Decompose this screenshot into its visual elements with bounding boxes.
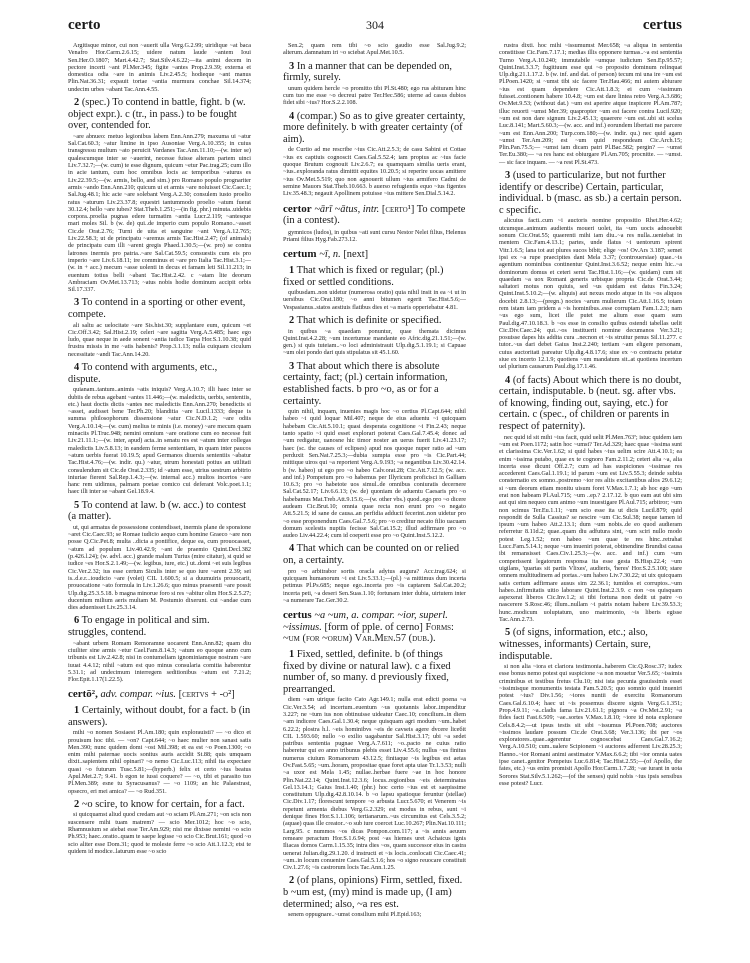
entry-head-certo2 [68, 689, 251, 701]
grammar-info: ~a ~um, a. compar. ~ior, superl. ~issimus. [283, 610, 448, 633]
sense-number: 3 [74, 297, 80, 309]
sense-number: 4 [289, 110, 295, 122]
sense-definition: (of signs, information, etc.; also, witnesses, informants) Certain, sure, indisputable. [499, 627, 651, 662]
sense-number: 5 [505, 627, 511, 639]
citations: mihi ~o nomen Sosiaest Pl.Am.180; quin explorauisti? — ~o dico et prouisum hoc tibi. — ~on? Capt.644; ~o haec mulier non sanast satis Men.390; nunc quidem domi ~ost Mil.398; et ea est ~o Poen.1300; ~o enim mihi paternae uocis sonitus auris accidit St.88; quis umquam dixit..sapientem nihil opinari? ~o nemo Cic.Luc.113; nihil ita expectare quasi ~o futurum Tusc.5.81;—(hyperb.) felix et certo ~ius beatus Apul.Met.2.7; 9.41. b egon te iussi coquere? — ~o, tibi et parasito tuo Pl.Men.389; esne tu Syracusanus? — ~o 1109; an hic Palaestrast, opsecro, eri mei amica? — ~o Rud.351. [68, 729, 251, 795]
lemma: certus [283, 609, 312, 622]
sense-heading [283, 315, 466, 327]
right-running-headword: certus [642, 17, 682, 33]
column-3 [499, 42, 682, 787]
sense-definition: To contend with arguments, etc., dispute. [68, 362, 218, 385]
page-header [0, 0, 750, 40]
citations: quin nihil, inquam, inuenies magis hoc ~o certius Pl.Capt.644; nihil habeo ~i quid loquar Mil.407; neque de eius aduentu ~i quicquam habebam Cic.Att.5.10.1; quasi desperata cognitione ~i Fin.2.43; neque tanto spatio ~i quid esset explorari poterat Caes.Gal.7.45.4; donec ad ~um redigatur, uanosne hic timor noster an uerus fuerit Liv.41.23.17; haec (sc. the causes of eclipses) apud nos quoque nuper ratio ad ~um perduxit Sen.Nat.7.25.3;—dubia sumpta esse pro ~is Cic.Part.44; mittique uiros qui ~a reportent Verg.A.9.193; ~a negantibus Liv.30.42.14. b (w. habeo) ut ego pro ~o habeo Calv.orat.28; Cic.Att.7.12.5; (w. acc. and inf.) Pompeium pro ~o habemus per Illyricum proficisci in Galliam 10.6.3; pro ~o habetote uos simul..de omnibus coniuratis decernere Sal.Cat.52.17; Liv.6.6.13; (w. de) quoniam de aduentu Caesaris pro ~o habebamus Mat.Treb.Att.9.15.6;—(w. other vbs.) quod..ego pro ~o dicere audeam Cic.Brut.10; omnia quae recta non erunt pro ~o negato Att.5.21.5; id sane de causa..an perfidia adducti fecerint..non uidetur pro ~o esse proponendum Caes.Gal.7.5.6; pro ~o creditur necato filio uacuam domum scelestis nuptiis fecisse Sal.Cat.15.2; illud adfirmare pro ~o audeo Liv.44.22.4; cum id coeperit esse pro ~o Quint.Inst.5.12.2. [283, 408, 466, 540]
grammar-info: adv. compar. ~ius. [100, 689, 177, 701]
etymology: [form of pple. of cerno] [324, 621, 423, 633]
citations: pro ~o arbitrabor sortis oracla adytus augura? Acc.trag.624; si quicquam humanorum ~i est Liv.5.33.1;—(pl.) ~a mittimus dum incerta petimus Pl.Ps.685; neque ego..incerta pro ~is captarem Sal.Cat.20.2; incerta peti, ~a deseri Sen.Suas.1.10; fortunam inter dubia, uirtutem inter ~a numerare Tac.Ger.30.2. [283, 567, 466, 604]
sense-heading [68, 799, 251, 811]
left-running-headword: certo [68, 17, 101, 33]
sense-definition: That which is fixed or regular; (pl.) fixed or settled conditions. [283, 264, 444, 288]
citations: si non alia ~iora et clariora testimonia..haberem Cic.Q.Rosc.37; iudex esse bonus nemo potest qui suspicione ~a non mouetur Ver.5.65; ~issimis criminibus et testibus fretus Clu.10; nisi ista pecunia grauissimis esset ~issimisque monumentis testata Fam.5.20.5; quo somnio quid inueniri potest ~ius? Div.1.56; ~iores nuntii de exercitu Romanorum Caes.Gal.6.10.4; haec ut ~is possemus discere signis Verg.G.1.351; Prop.4.9.11; ~a..cladis fama Liv.21.61.1; pignora ~a Ov.Met.2.91; ~a fides facti Fast.6.509; ~ae..sortes V.Max.1.8.10; ~iore id nota explorare Cels.8.4.2;—ut ipsus testis sit sibi ~issumus Pl.Poen.708; auctores ~issimos laudare possum Cic.de Orat.3.68; Ver.3.136; ibi per ~os exploratores..quae..agerentur cognoscebat Caes.Gal.7.16.2; Verg.A.10.510; cum..ualere Scipionem ~i auctores adferrent Liv.28.25.3; Hanno..~ior Romani animi aestimator V.Max.6.6.2; tibi ~ior omnia uates ipse canet..genitor Pompeius Luc.6.814; Tac.Hist.2.55;—(of Apollo, the fates, etc.) ~us enim promisit Apollo Hor.Carm.1.7.28; ~ae iurant in uota Sorores Stat.Silv.5.1.262;—(of the senses) quid nobis ~ius ipsis sensibus esse potest? Lucr. [499, 663, 682, 787]
sense-heading [283, 265, 466, 288]
sense-definition: (compar.) So as to give greater certainty, more definitely. b with greater certainty (of aim). [283, 110, 466, 145]
sense-definition: To engage in political and sim. struggles, contend. [68, 615, 210, 639]
sense-definition: That which can be counted on or relied on, a certainty. [283, 543, 460, 567]
sense-heading [283, 61, 466, 84]
sense-definition: That about which there is absolute certainty, fact; (pl.) certain information, established facts. b pro ~o, as or for a certainty. [283, 360, 448, 407]
forms: Forms: ~um (for ~orum) Var.Men.57 (dub.). [283, 621, 454, 645]
citations: ~abant urbem Romam Remoramne uocarent Enn.Ann.82; quam diu ciuiliter sine armis ~etur Cael.Fam.8.14.3; ~atum eo quoque anno cum tribunis est Liv.2.42.8; nisi in contumeliam ignominiamque nostram ~are iuuat 4.4.12; nihil ~atum est quo minus consularia comitia haberentur 5.31.1; ad undecimum interregem seditionibus ~atum est 7.21.2; Flor.Epit.1.17(1.22.5). [68, 639, 251, 684]
sense-heading [68, 500, 251, 523]
citations: nec quid id sit mihi ~ius facit, quid uelit Pl.Men.763ª; istuc quidem iam ~um est Poen.1172; satin hoc ~umst? Ter.Ad.329; haec quae ~issima sunt et clarissima Cic.Ver.1.62; si quid habes ~ius uelim scire Att.4.10.1; ea enim ~issima putabo, quae ex te cognoro Fam.2.11.2; ceteri alia ~a, alia incerta esse dicunt Off.2.7; cum ad has suspiciones ~issimae res accederent Caes.Gal.1.19.1; id parum ~um est Liv.5.55.3; deinde subita consternatio ex somno..postremo ~ior res aliis excitantibus alios 29.6.12; si ~um deorum etiam monitu uisum foret V.Max.1.7.1; ab hoc ego ~um erat non habeam Pl.Aul.715; ~um ..ep.? 2.17.12. b quo eam aut ubi sim aut qui sim nequeo cum animo ~um inuestigare Pl.Aul.715; arbitror; ~um non scimus Ter.Eu.1.11; ~um scio esse ita ut dicis Lucil.879; quid respondit de Sulla Cassius? se nescire ~um Cic.Sul.38; neque tamen id ipsum ~um habeo Att.2.13.1; dum ~um nobis..de eo quod audieram referretur 8.11d.2; quae..quam diu adfutura sint, ~um sciri nullo modo potest Leg.1.52; non habeo ~um quae te res hinc..retrahat Lucc.Fam.5.14.1; neque ~um inueniri poterat, obtinendine Brundisi causa ibi remansisset Caes.Civ.1.25.3;—(w. acc. and inf.) cum ~um comperissent legatorum responsa ita esse gesta B.Hisp.22.4; ~um uigilans, 'quartas sit partis Vlixes', audieris, 'heres' Hor.S.2.5.100; stare omnem multitudinem ad portas..~um habeo Liv.7.30.22; ut uix quicquam satis certum adfirmare ausus sim 22.36.1; tumidos et corruptos..~um habeo..infirmitatis uitio laborare Quint.Inst.2.3.9. c non ~os quisquam aspexerat liberos Cic.Inv.1.2; si tibi fortuna non dedit ut patre ~o nascerere S.Rosc.46; illum..nullam ~i patris notam habere Liv.39.53.3; hunc..modicum uoluptatum, uno matrimonio, ~is liberis egisse Tac.Ann.2.73. [499, 433, 682, 624]
sense-definition: That which is definite or specified. [296, 314, 442, 326]
sense-definition: ~o scire, to know for certain, for a fact. [81, 798, 245, 810]
sense-number: 3 [289, 360, 295, 372]
sense-definition: To contend at law. b (w. acc.) to contest (a matter). [68, 499, 247, 523]
sense-heading [499, 170, 682, 216]
sense-definition: (spec.) To contend in battle, fight. b (w. object expr.). c (tr., in pass.) to be fought over, contended for. [68, 97, 246, 132]
sense-definition: (of plans, opinions) Firm, settled, fixed. b ~um est, (my) mind is made up, (I am) determined; also, ~a res est. [283, 875, 463, 910]
citations: senem oppugnare..~umst consilium mihi Pl.Epid.163; [288, 911, 422, 919]
citations: si quicquamst aliud quod credam aut ~o sciam Pl.Am.271; ~on scis non suscensere mihi tuam matrem? — scio Mer.1012; hoc ~o scio, Rhamnusium se aiebat esse Ter.Am.929; nisi me dixisse nemini ~o scio Ph.953; haec..oratio..quam te saepe legisse ~o scio Cic.Brut.161; quod ~o scio aliter esse Dom.31; quod te moleste ferre ~o scio Att.1.12.3; etsi te quidem id modice..laturum esse ~o scio [68, 811, 251, 855]
sense-number: 3 [505, 170, 511, 182]
entry-head-certum [283, 249, 466, 261]
column-2 [283, 42, 466, 919]
citations: de Curtio ad me rescribe ~ius Cic.Att.2.5.3; de casu Sabini et Cottae ~ius ex captiuis cognoscit Caes.Gal.5.52.4; iam propius ac ~ius facie quoque Brutum cognouit Liv.2.6.7; ea quamquam similia ueris erant, ~ius..exploranda ratus dimittit equites 10.20.5; si reperire uocas amittere ~ius Ov.Met.5.519; quo non agnouerit ullum ~ius armifero Cadmi de semine Mauors Stat.Theb.10.663. b auerso refugientis equo ~ius figentes Liv.35.48.3; negauit Apollinem potuisse ~ius mittere Sen.Dial.5.14.2. [283, 146, 466, 198]
etymology: [certo¹] [381, 203, 415, 215]
sense-heading [283, 361, 466, 407]
grammar-info: ~ī, n. [319, 249, 341, 261]
sense-heading [68, 615, 251, 638]
citations: alicuius facti..cum ~i auctoris nomine propositio Rhet.Her.4.62; utcumque..animum audientis moueri uolet, ita ~um uocis adnouebit sonum Cic.Orat.55; quaerenti mihi iam diu..~a res nulla..ueniebat in mentem Cic.Fam.4.13.1; partes, unde flatus ~i uentorum spirent Vitr.1.6.5; lana tot aut plures sucos bibit; elige ~os! Ov.Ars 3.187; semet ipsi ex ~a rupe praecipites dant Mela 3.37; (controuersiae) quae..~is agentium nominibus continentur Quint.Inst.3.6.52; neque enim hic..~a dominorum domus et ceteri serui Tac.Hist.1.16;—(w. quidam) cum sit quaedam ~a uox Romani generis urbisque propria Cic.de Orat.3.44; saltatori motus non quiuis, sed ~us quidam est datus Fin.3.24; Quint.Inst.5.10.2;—(w. aliquis) aut nexus modo atque in iis ~os aliquos docebit 2.8.13;—(pregn.) noctes ~arum mulierum Cic.Att.1.16.5; totam rem istam iam pridem a ~is hominibus..esse corruptam Fam.1.2.3; nam ~us ego sum, licet ille putet me alium esse quam sum Paul.dig.47.10.18.3. b ~os esse in consilio quibus ostendi tabellas uelit Cic.Div.Caec.24; qui..~os instituerit nomine decumanos Ver.3.21; posuisse dapes his addita cura ..necnon et ~is struitur penus Sil.11.277. c tutor..~us dari debet Gaius Inst.2.240; tertiam ~am eligere personam, cuius auctoritati pareatur Ulp.dig.4.8.17.6; siue ex ~o contractu petatur siue ex incerto 12.1.9; quotiens ~um mandatum sit..at quotiens incertum uel plurium causarum Paul.dig.17.1.46. [499, 217, 682, 371]
citations: gymnicos (ludos), in quibus ~ati sunt cursu Nestor Nelei filius, Helenus Priami filius Hyg.Fab.273.12. [283, 228, 466, 244]
sense-heading [68, 297, 251, 320]
sense-heading [283, 875, 466, 910]
sense-definition: (of facts) About which there is no doubt, certain, indisputable. b (neut. sg. after vbs. of knowing, finding out, saying, etc.) for certain. c (spec., of children or parents in respect of paternity). [499, 374, 682, 433]
citations: ut, qui armatus de possessione contendisset, inermis plane de sponsione ~aret Cic.Caec.93; se Romae iudicio aequo cum homine Graeco ~are non posse Q.Cic.Pet.8; multa ..dicta a pontifice, deque ea, cum prouocasset, ~atum ad populum Liv.40.42.9; ~ant de praemio Quint.Decl.382 (p.426.l.24); (w. advl. acc.) grande malum Turius (mire citatur), si quid se iudice ~es Hor.S.2.1.49;—(w. legibus, iure, etc.) ut..domi ~et suis legibus Cic.Ver.2.32; ius esse certum Siculis inter se quo iure ~arent 2.39; sei is..d.e.r...ioudicio ~are (volet) CIL 1.600.5; si a duumuiris prouocarit, prouocatione ~ato formula in Liv.1.26.6; quo minus praesenti ~are possit Ulp.dig.25.3.5.18. b magna minorue foro si res ~abitur olim Hor.S.2.5.27; ducentum milium aeris multam M. Postumio dixerunt. cui ~andae cum dies aduenisset Liv.25.3.14. [68, 523, 251, 612]
definition: To compete (in a contest). [283, 203, 466, 227]
citations: ~are abnueo: metuo legionibus labem Enn.Ann.279; maxuma ui ~atur Sal.Cat.60.3; ~atur limine in ipso Ausoniae Verg.A.10.355; in cuius transgressu multum ~ato peruicit Vardanes Tac.Ann.11.10;—(w. inter se) qualescumque inter se ~auerint, necesse fuisse alteram partem uinci Liv.7.32.7;—(w. cum) te esse dignum, quicum ~etur Pac.trag.25; cum illo in acie tantum, cum hoc omnibus locis ac temporibus ~aturus es Liv.22.39.5;—(w. armis, bello, and sim.) pro Romano populo prognariter armis ~ando Enn.Ann.210; quicum ui et armis ~are noluisset Cic.Caec.1; Sal.Jug.48.1; hic acie ~are solebant Verg.A.2.30; consulem iusto proelio ratus ~aturum Liv.23.37.8; equestri tantummodo proelio ~atum fuerat 30.12.4; bello ~are iubes? Stat.Theb.1.251;—(in fig. phr.) minuta..uidebis corpora..proelia pugnas edere turmatim ~antia Lucr.2.119; ~antesque mari moles Sil. b (w. de) qui..de imperio cum populo Romano..~asset Cic.de Orat.2.76; Turni de uita et sanguine ~ant Verg.A.12.765; Liv.22.58.3; ut de principatu ~aremus armis Tac.Hist.2.47; (of animals) de principatu cum illi ~arent gregis Phaed.1.30.5;—(w. pro) se contra latrones inermis pro patria..~are Sal.Cat.59.5; consuestis cum eis pro imperio ~are Liv.6.18.11; ire comminus et ~are pro Italia Tac.Hist.3.1;—(w. in + acc.) mecum ~asse uolenti in decus et famam leti Sil.11.213; in euentum totius belli ~abant Tac.Hist.2.42. c ~atam lite deorum Ambraciam Ov.Met.13.713; ~atus nobis hodie dominum accipit orbis Sil.17.337. [68, 132, 251, 294]
sense-number: 3 [289, 60, 295, 72]
grammar-info: ~ārī ~ātus, intr. [314, 203, 380, 215]
sense-definition: In a manner that can be depended on, firmly, surely. [283, 60, 453, 84]
sense-definition: To contend in a sporting or other event, compete. [68, 297, 246, 320]
citations: Sen.2; quam rem tibi ~o scio gaudio esse Sal.Jug.9.2; alterum..damnatum iri ~o sciebat Apul.Met.10.5. [283, 42, 466, 57]
sense-number: 6 [74, 615, 80, 627]
sense-heading [283, 649, 466, 695]
lemma: certō², [68, 688, 98, 701]
citations: quibusdam..non uidetur (numerosa oratio) quia nihil insit in ea ~i ut in uersibus Cic.Orat.180; ~o anni bitumen egerit Tac.Hist.5.6;—Vespasianus..statos aestiuis flatibus dies et ~a maris opperiebatur 4.81. [283, 289, 466, 311]
citations: in quibus ~a quaedam ponuntur, quae themata dicimus Quint.Inst.4.2.28; ~um incertumue mandante eo Afric.dig.21.1.51;—(w. gen.) si quis tuteiam..~o loci administrauit Ulp.dig.5.1.19.1; si Capuae ~um olei pondo dari quis stipulatus sit 45.1.60. [283, 327, 466, 357]
sense-definition: Fixed, settled, definite. b (of things fixed by divine or natural law). c a fixed number of, so many. d previously fixed, prearranged. [283, 648, 451, 695]
citations: Argitisque minor, cui non ~auerit ulla Verg.G.2.99; uiridique ~at baca Venafro Hor.Carm.2.6.15; uidere natum laude ~antem Ioui Sen.Her.O.1807; Mart.4.42.7; Stat.Silv.4.6.22;—ita animi decem in pectore incerti ~ant Pl.Mer.345; figite ~antes Prop.2.9.39; externa et domestica odia ~are in animis Liv.2.45.5; hodieque ~ant manus Plin.Nat.36.31; expauit tortae ~antia murmura conchae Sil.14.374; undecim urbes ~abant Tac.Ann.4.55. [68, 42, 251, 93]
sense-heading [283, 111, 466, 146]
entry-head-certus [283, 610, 466, 645]
sense-number: 1 [289, 648, 295, 660]
sense-number: 2 [74, 97, 80, 109]
sense-heading [68, 97, 251, 132]
sense-number: 1 [289, 264, 295, 276]
etymology: [next] [343, 249, 369, 261]
sense-heading [499, 375, 682, 433]
lemma: certor [283, 202, 312, 215]
sense-heading [499, 627, 682, 662]
citations: diem ~am utrique facito Cato Agr.149.1; nulla erat edicti poena ~a Cic.Ver.3.54; ad incertum..euentum ~us quotannis labor..impenditur 3.227; ne ~tum ius non obtinuisse uideatur Caec.10; concilium..in diem ~am indicere Caes.Gal.1.30.4; neque quisquam agri modum ~um..habet 6.22.2; plostra h.l. ~eis hominibvs ~eis de cavseis agere dvcere liceбit CIL 1.593.60; nullo ~o exilio uagabantur Sal.Hist.3.17; ubi ~a sedet patribus sententia pugnae Verg.A.7.611; ~o..pacto ne cuius ratio haberetur qui eo anno tribunus plebis esset Liv.4.55.6; nullus ~us finitus numerus ciuium Romanorum 43.12.5; finitaque ~is legibus est aetas Ov.Fast.5.65; ~um..horam, propositae quae foret apta uiae Tr.1.3.53; nulli ~a uxor est Mela 1.45; nullae..herbae fuere ~ae in hoc honore Plin.Nat.22.14; Quint.Inst.12.3.6; locus..regionibus ~eis determinatus Gel.13.14.1; Gaius Inst.1.40; (phr.) hoc certo ~ius est et saepissime constitutum Ulp.dig.42.8.10.14. b ~o lapsu spatioque feruntur (stellae) Cic.Div.1.17; florescunt tempore ~o arbusta Lucr.5.670; et Venerem ~is repetunt armenta diebus Verg.G.2.329; est modus in rebus, sunt ~i denique fines Hor.S.1.1.106; tertianarum..~us circumitus est Cels.3.5.2; (aquae) quas ille creator..~o sub iure coercet Luc.10.267; Plin.Nat.10.111; Larg.95. c nummos ~os dicas Pompon.com.117; a ~is annis aeuum remeare peractum Hor.S.1.6.94; post ~as hiemes uret Achaicus ignis Iliacas domos Carm.1.15.35; intra dies ~os, quam successor eius in castra uenerat Julian.dig.29.1.20. d instructi et ~is locis..conlocati Cic.Caec.41; ~um..in locum conuenire Caes.Gal.5.1.6; hos ~o signo reuocare constituit Civ.1.27.6; ~is castrorum locis Tac.Ann.1.25. [283, 696, 466, 872]
sense-definition: (used to particularize, but not further identify or describe) Certain, particular, individual. b (masc. as sb.) a certain person. c specific. [499, 170, 682, 216]
sense-definition: Certainly, without doubt, for a fact. b (in answers). [68, 705, 251, 728]
lemma: certum [283, 248, 317, 261]
sense-heading [283, 543, 466, 566]
sense-number: 2 [289, 875, 295, 887]
sense-heading [68, 362, 251, 385]
page-number: 304 [366, 18, 384, 32]
citations: rustra dixti. hoc mihi ~issumumst Mer.658; ~a aliqua in sententia constitisse Cic.Fam.7.17.1; medias illis opponere turmas..~a est sententia Turno Verg.A.10.240; immutabile ~umque iudicium Sen.Ep.95.57; Quint.Inst.3.3.7; fugitiuum esse qui ~o proposito dominum relinquat Ulp.dig.21.1.17.2. b (w. inf. and dat. of person) tecum mi una ire ~um est Pl.Poen.1420; si ~umst tibi sic facere Ter.Hau.466; mi autem abiurare ~ius est quam dependere Cic.Att.1.8.3; ei cum ~issimum fuisset..contionem habere 10.4.8; ~um est dare lintea retro Verg.A.3.686; Ov.Met.9.53; (without dat.) ~um est aperire atque inspicere Pl.Am.787; illuc reuorti ~umst Mer.39; quapropter ~um est facere contra Lucil.920; ~um est non dare signum Liv.2.45.13; quaerere ~um est..ubi sit scelus Luc.8.141; Mart.5.60.3;—(w. acc. and inf.) eorundem libertati me parcere ~um est Enn.Ann.200; Turp.com.180;—(w. indir. qu.) nec quid agam ~umst Ter.Am.209; est ~um quid respondeam Cic.Arch.15; Plin.Pan.75.5;— ~umst iam dicam patri Pl.Bac.582; pergin? — ~umst Ter.Eu.380;— ~a res hanc est obiurgare Pl.Am.705; procnitte. — ~umst. — sic face inquam. — ~a rest Pl.St.473. [499, 42, 682, 166]
sense-number: 4 [74, 362, 80, 374]
column-1 [68, 42, 251, 855]
sense-number: 4 [505, 374, 511, 386]
sense-number: 4 [289, 543, 295, 555]
etymology: [certvs + -o²] [178, 689, 235, 701]
sense-number: 2 [74, 798, 80, 810]
citations: quianam..tantum..animis ~atis iniquis? Verg.A.10.7; illi haec inter se dubiis de rebus agebant ~antes 11.446;—(w. maledictis, uerbis, sententiis, etc.) haut doctis dictis ~antes nec maledictis Enn.Ann.270; benedictis si ~asset, audisset bene Ter.Ph.20; blanditia ~are Lucil.1333; deque is summa philosophorum dissensione ~atur Cic.N.D.1.2; ~are odiis Verg.A.10.14;—(w. cum) melius te minis (i.e. money) ~are mecum quam minaciis Pl.Truc.948; nemini omnium ~are oratione cum eo necesse fuit Liv.21.11.1;—(w. inter, apud) acta..in senatu res est ~atum inter collegas maledictis Liv.5.8.13; in eandem ferme sententiam, in quam inter paucos ~atum uerbis fuerat 10.19.5; apud Germanos diuersis sententiis ~abatur Tac.Hist.4.76;—(w. indir. qu.) ~atur, utrum honestati potius an utilitati consulendum sit Cic.de Orat.2.335; id ~atum esse, utrius uestrum arbitrio iniuriae fierent Sal.Rep.1.4.3;—(w. internal acc.) multos incertos ~are hanc rem uidimus, palmam poetae comico cui deferant Volc.poet.1.1; haec illi inter se ~abant Gel.18.9.4. [68, 386, 251, 496]
entry-head-certor [283, 204, 466, 227]
citations: unum quidem hercle ~o promitto tibi Pl.St.480; ego rus abituram hinc cum tuo me esse ~o decreui patre Ter.Hec.586; uterne ad casus dubios fidet sibi ~ius? Hor.S.2.2.108. [283, 84, 466, 107]
citations: ali saltu ac uelocitate ~are Sis.hist.30; supplantare eum, quicum ~et Cic.Off.3.42; Sal.Hist.2.19; celeri ~are sagitta Verg.A.5.485; haec ego ludo, quae neque in aede sonent ~antia iudice Tarpa Hor.S.1.10.38; quid frustra missis in me ~atis habenis? Prop.3.1.13; nulla cuiquam ciculum necessitate ~andi Tac.Ann.14.20. [68, 321, 251, 358]
sense-heading [68, 705, 251, 728]
sense-number: 1 [74, 705, 80, 717]
sense-number: 5 [74, 499, 80, 511]
sense-number: 2 [289, 314, 295, 326]
